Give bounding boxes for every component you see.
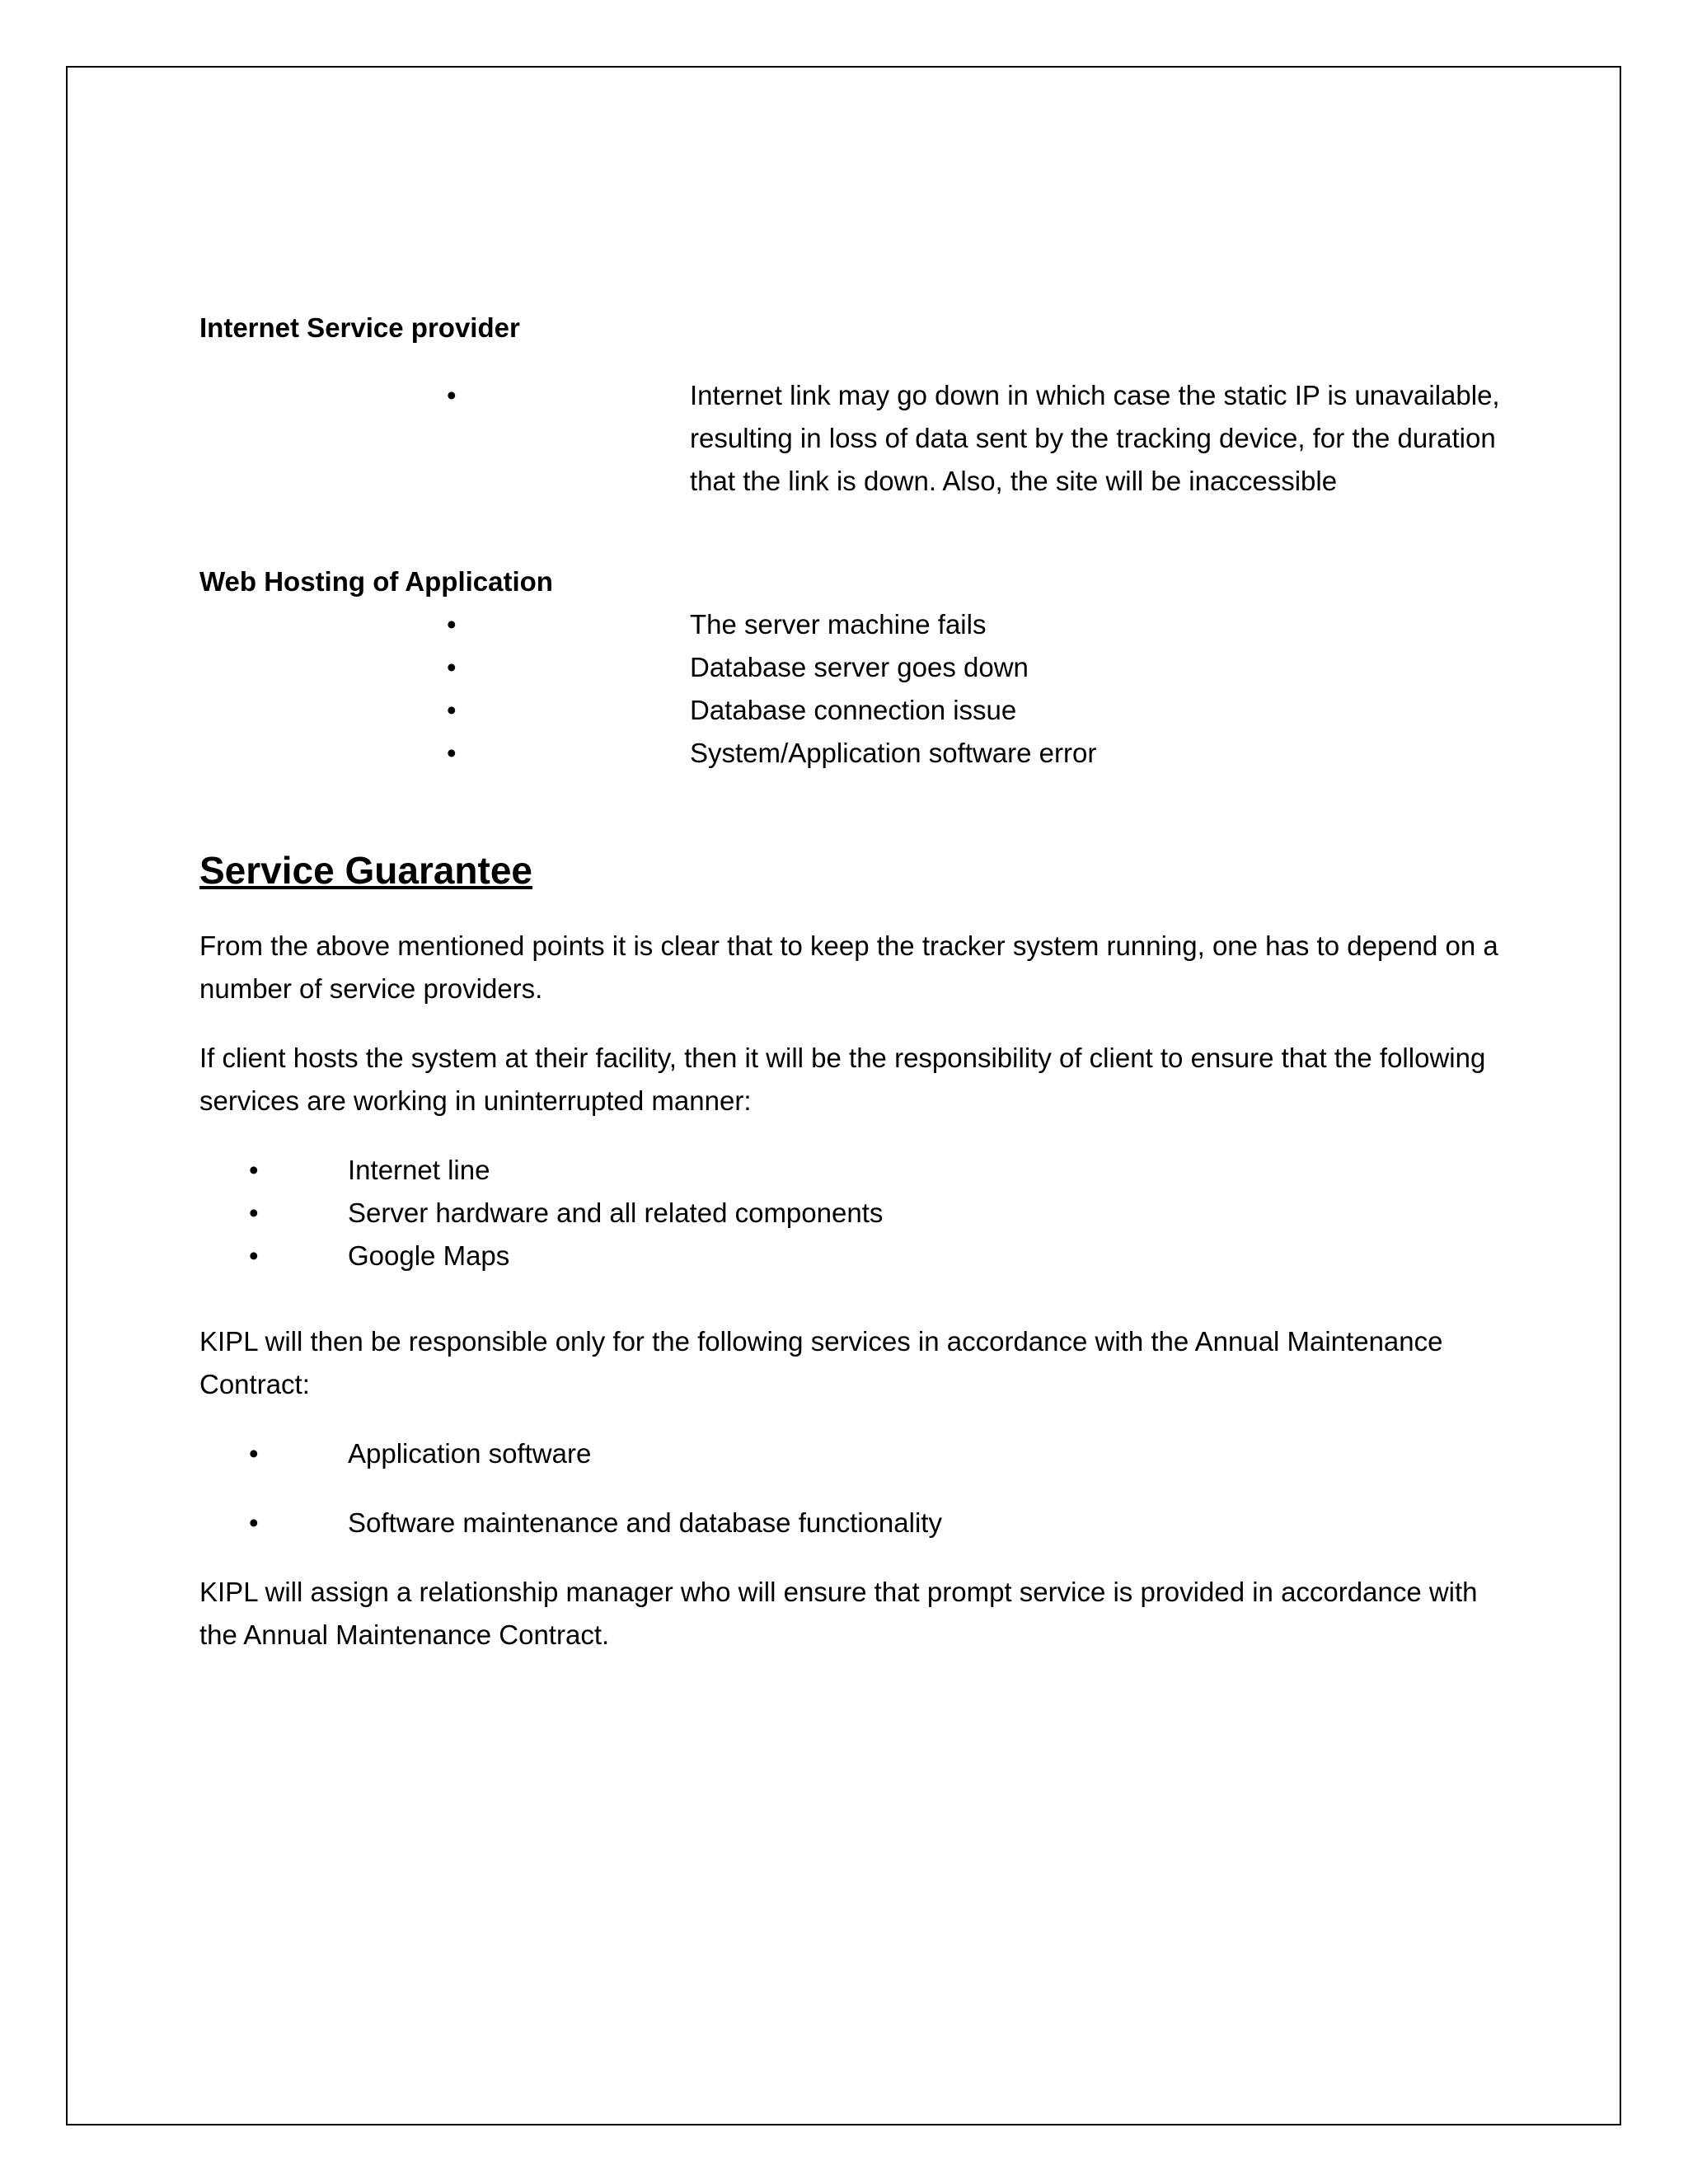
list-item-text: Software maintenance and database functionality bbox=[348, 1507, 942, 1538]
kipl-services-list bbox=[199, 1432, 1502, 1544]
paragraph-depend: From the above mentioned points it is clear that to keep the tracker system running, one has to depend on a number of service providers. bbox=[199, 930, 1498, 1004]
bullet: • bbox=[447, 738, 457, 768]
list-item-text: Internet line bbox=[348, 1155, 490, 1185]
list-item-text: Internet link may go down in which case the static IP is unavailable, resulting in loss of data sent by the tracking device, for the duration that the link is down. Also, the site will be inaccessible bbox=[690, 380, 1500, 496]
list-item-text: System/Application software error bbox=[690, 738, 1097, 768]
list-item bbox=[199, 646, 1502, 689]
client-services-list bbox=[199, 1149, 1502, 1277]
list-item bbox=[199, 732, 1502, 775]
list-item-text: The server machine fails bbox=[690, 609, 987, 640]
list-item bbox=[199, 1192, 1502, 1235]
bullet: • bbox=[447, 695, 457, 725]
bullet: • bbox=[447, 609, 457, 640]
list-item bbox=[199, 689, 1502, 732]
list-item bbox=[199, 1502, 1502, 1544]
list-item-text: Database connection issue bbox=[690, 695, 1017, 725]
paragraph-client-hosting: If client hosts the system at their facility, then it will be the responsibility of client to ensure that the following services are working in uninterrupted manner: bbox=[199, 1043, 1486, 1116]
list-item bbox=[199, 1149, 1502, 1192]
hosting-list bbox=[199, 603, 1502, 775]
isp-heading: Internet Service provider bbox=[199, 312, 520, 343]
isp-list bbox=[199, 374, 1502, 503]
list-item-text: Database server goes down bbox=[690, 652, 1029, 682]
bullet: • bbox=[249, 1240, 259, 1271]
bullet: • bbox=[447, 652, 457, 682]
list-item-text: Server hardware and all related components bbox=[348, 1197, 884, 1228]
list-item bbox=[199, 1432, 1502, 1475]
list-item bbox=[199, 374, 1502, 503]
list-item bbox=[199, 603, 1502, 646]
list-item-text: Google Maps bbox=[348, 1240, 510, 1271]
bullet: • bbox=[447, 380, 457, 410]
hosting-heading: Web Hosting of Application bbox=[199, 566, 553, 597]
bullet: • bbox=[249, 1155, 259, 1185]
list-item bbox=[199, 1235, 1502, 1277]
paragraph-relationship-manager: KIPL will assign a relationship manager who will ensure that prompt service is provided in accordance with the Annual Maintenance Contract. bbox=[199, 1577, 1478, 1650]
bullet: • bbox=[249, 1197, 259, 1228]
bullet: • bbox=[249, 1507, 259, 1538]
list-item-text: Application software bbox=[348, 1438, 592, 1469]
bullet: • bbox=[249, 1438, 259, 1469]
paragraph-kipl-responsibility: KIPL will then be responsible only for the following services in accordance with the Annual Maintenance Contract: bbox=[199, 1326, 1443, 1399]
document-content bbox=[199, 307, 1502, 1657]
service-guarantee-heading: Service Guarantee bbox=[199, 849, 533, 892]
